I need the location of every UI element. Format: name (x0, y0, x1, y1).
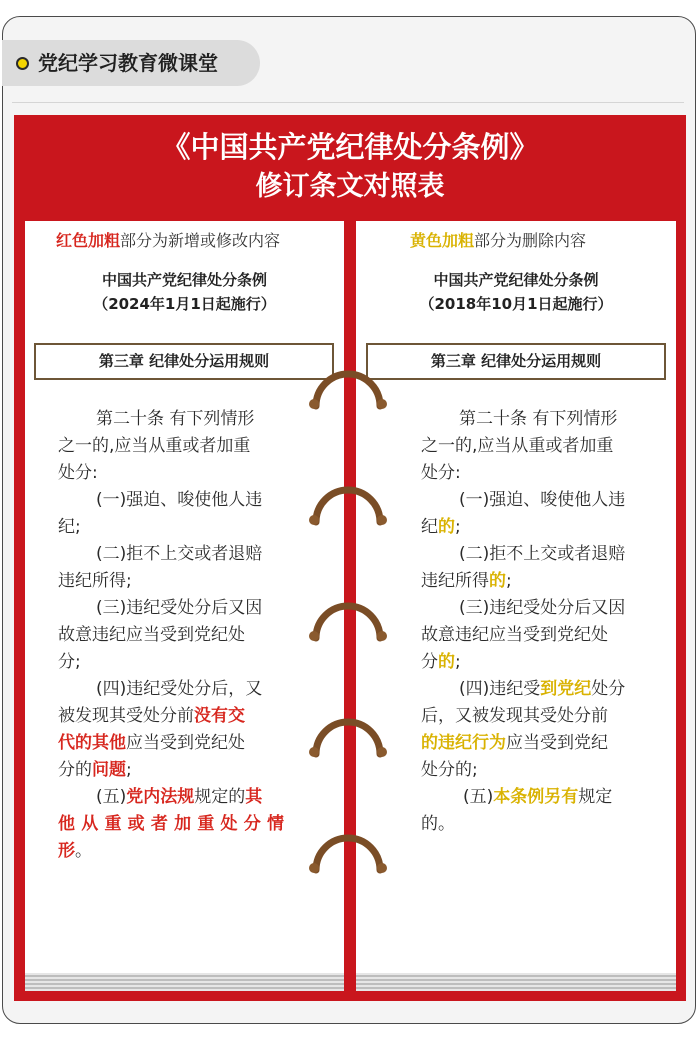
page-edge-stripes (356, 973, 676, 991)
bullet-dot-icon (16, 57, 29, 70)
binder-ring-icon (306, 482, 390, 568)
binder-ring-icon (306, 714, 390, 800)
binder-ring-icon (306, 598, 390, 684)
legend-deleted: 黄色加粗部分为删除内容 (410, 231, 587, 250)
legend-new: 红色加粗部分为新增或修改内容 (56, 231, 281, 250)
law-title-old: 中国共产党纪律处分条例 (433, 271, 599, 289)
chapter-heading-old: 第三章 纪律处分运用规则 (366, 343, 666, 380)
law-date-new: （2024年1月1日起施行） (93, 295, 276, 313)
doc-title: 《中国共产党纪律处分条例》 (161, 130, 539, 164)
section-header (2, 40, 260, 86)
binder-ring-icon (306, 830, 390, 916)
divider (12, 102, 684, 103)
chapter-heading-new: 第三章 纪律处分运用规则 (34, 343, 334, 380)
page-edge-stripes (25, 973, 344, 991)
article-text-old: 第二十条 有下列情形 之一的,应当从重或者加重 处分: (一)强迫、唆使他人违 纪的; (二)拒不上交或者退赔 违纪所得的; (三)违纪受处分后又因 故意违纪应当受到党纪处 分的; (四)违纪受到党纪处分 后，又被发现其受处分前 的违纪行为应当受到党纪 处分的; (五)本条例另有规定 的。 (421, 409, 626, 834)
law-title-new: 中国共产党纪律处分条例 (101, 271, 267, 289)
doc-subtitle: 修订条文对照表 (255, 171, 445, 202)
law-date-old: （2018年10月1日起施行） (419, 295, 613, 313)
binder-ring-icon (306, 366, 390, 452)
section-title: 党纪学习教育微课堂 (38, 51, 218, 75)
article-text-new: 第二十条 有下列情形 之一的,应当从重或者加重 处分: (一)强迫、唆使他人违 纪; (二)拒不上交或者退赔 违纪所得; (三)违纪受处分后又因 故意违纪应当受到党纪处 分; (四)违纪受处分后，又 被发现其受处分前没有交 代的其他应当受到党纪处 分的问题; (五)党内法规规定的其 他从重或者加重处分情 形。 (58, 409, 284, 861)
